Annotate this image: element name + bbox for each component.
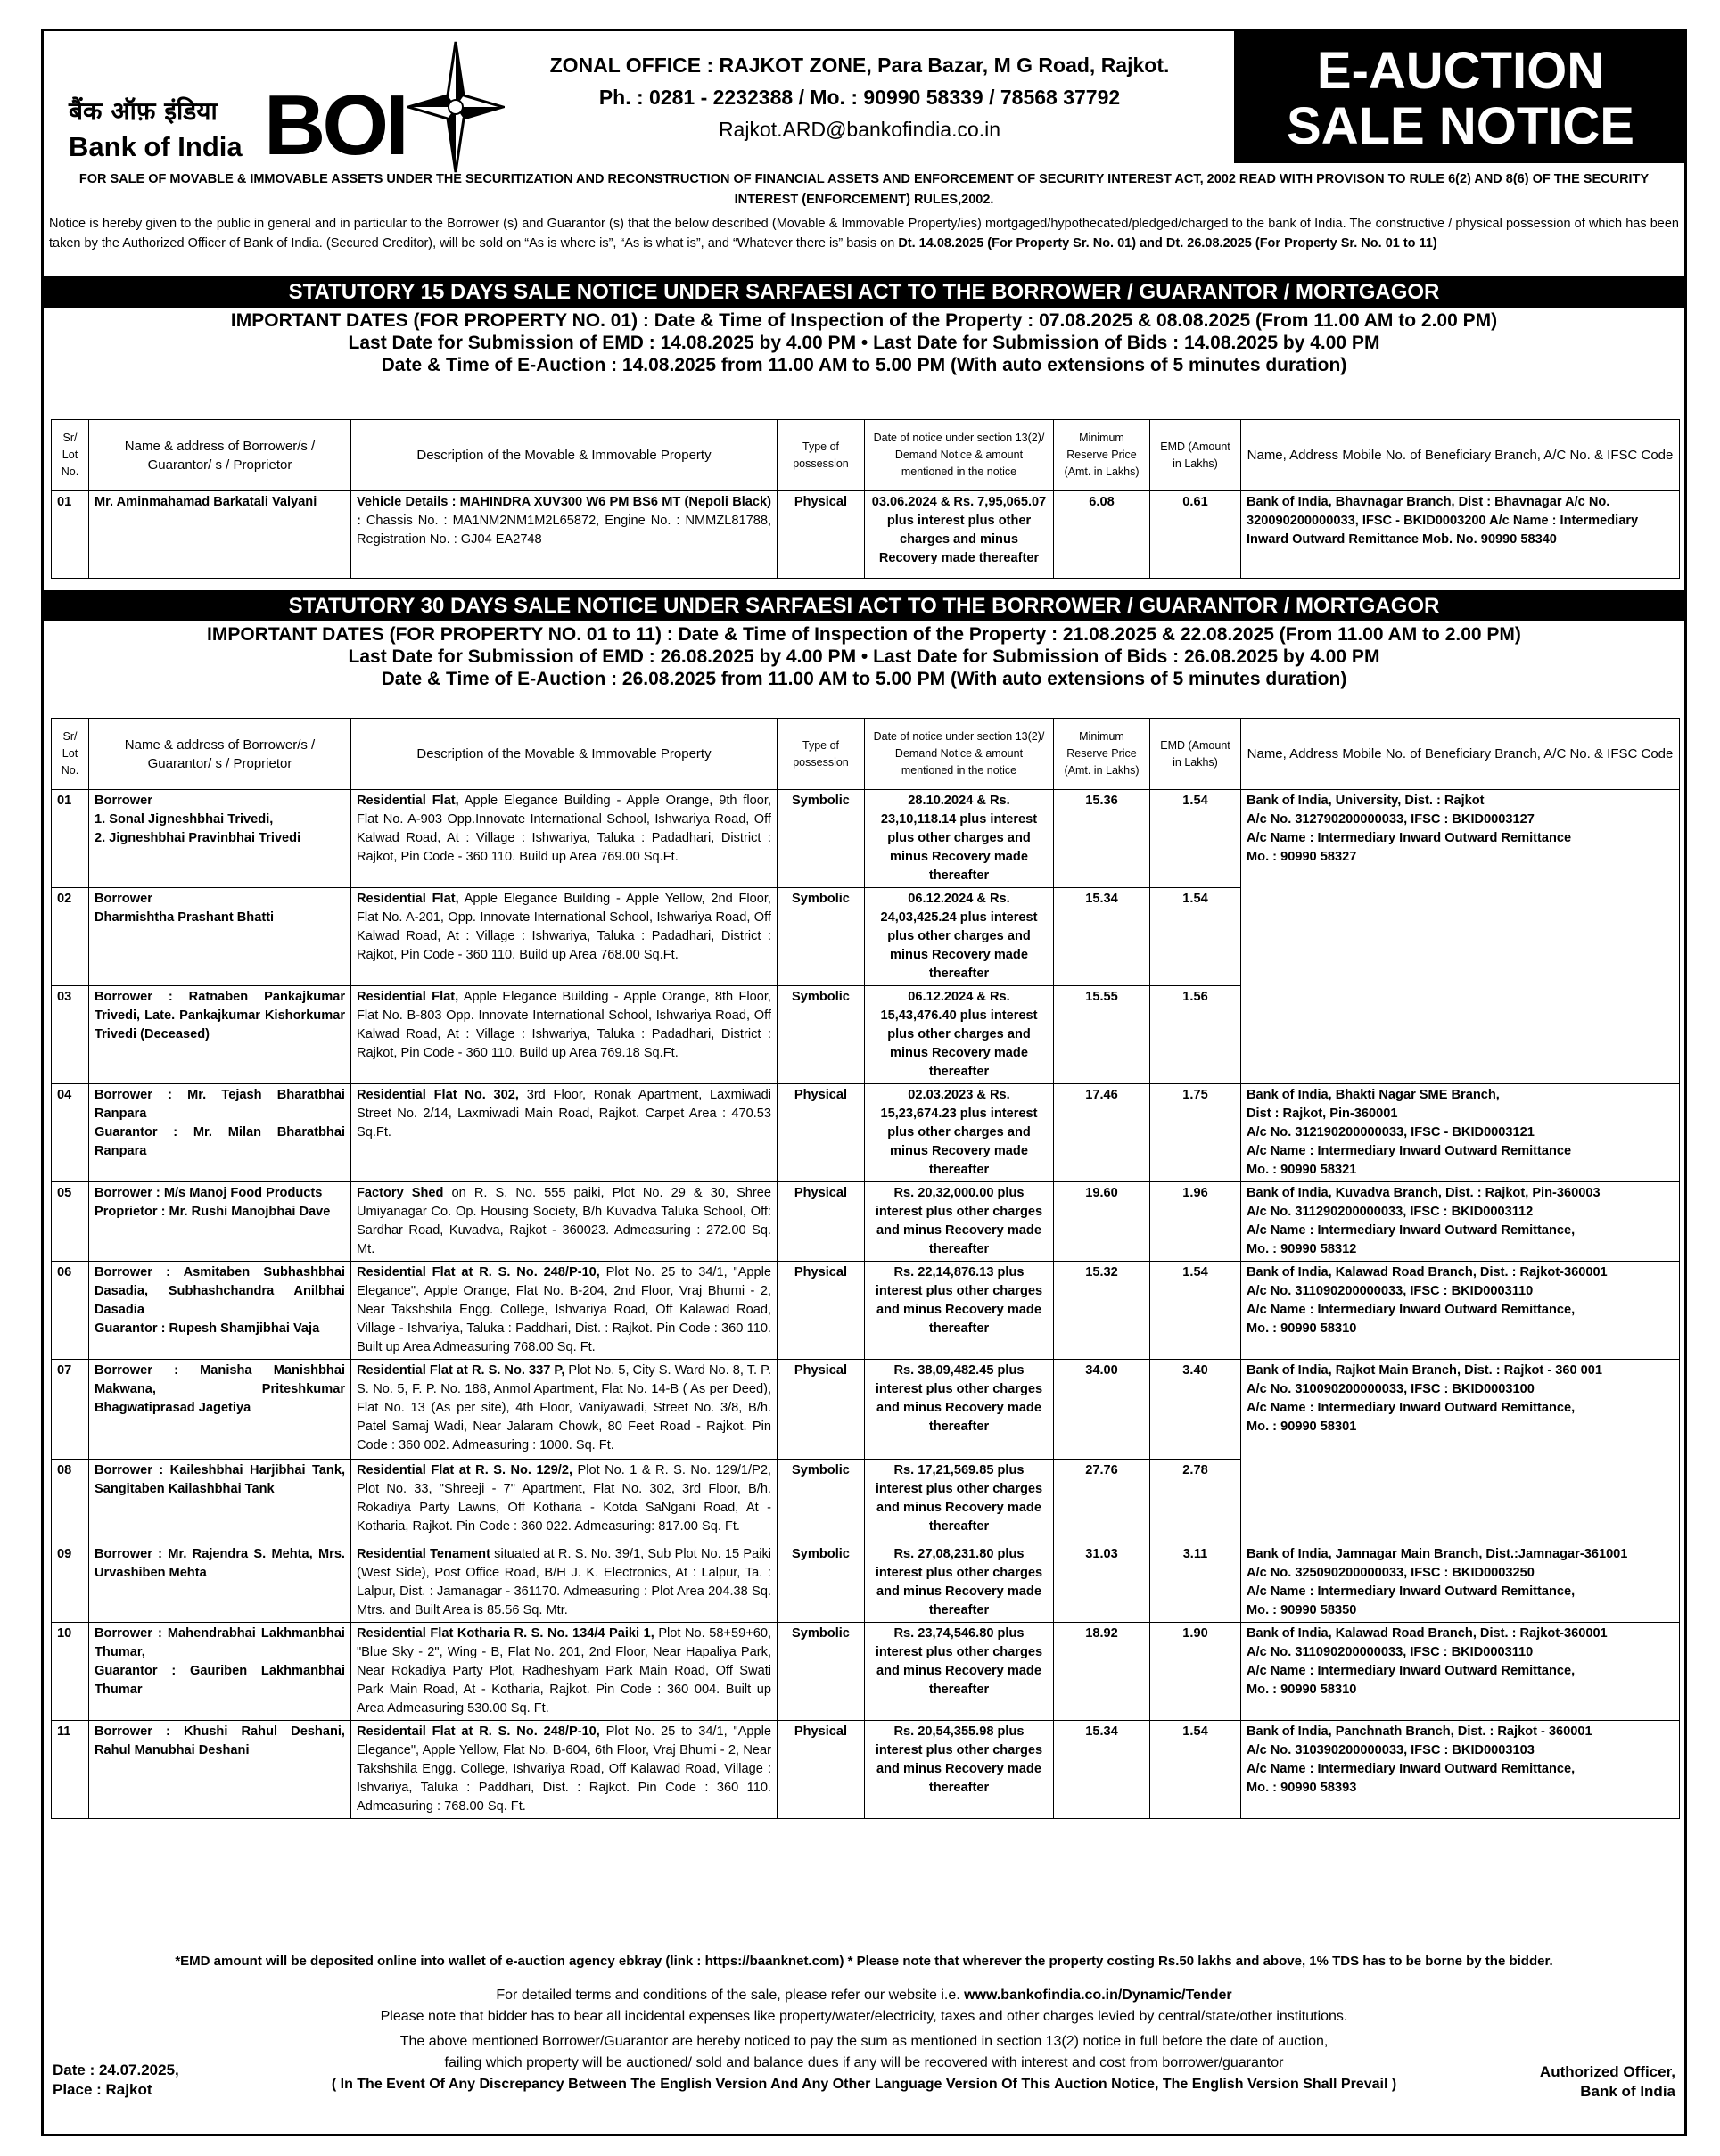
row-branch: Bank of India, Panchnath Branch, Dist. : Rajkot - 360001 A/c No. 310390200000033, IFSC : BKID0003103 A/c Name : Intermediary Inward Outward Remittance, Mo. : 90990 58393: [1241, 1721, 1680, 1819]
row-sr: 11: [52, 1721, 89, 1819]
col-name: Name & address of Borrower/s / Guarantor/ s / Proprietor: [89, 420, 351, 491]
row-desc: [351, 986, 778, 1084]
bank-english-name: Bank of India: [69, 131, 243, 162]
row-notice: Rs. 23,74,546.80 plus interest plus other charges and minus Recovery made thereafter: [865, 1623, 1054, 1721]
section2-table: [51, 718, 1680, 1819]
col-possession: Type of possession: [778, 420, 865, 491]
row-name: Borrower : Kaileshbhai Harjibhai Tank, Sangitaben Kailashbhai Tank: [89, 1460, 351, 1543]
intro-dates: Dt. 14.08.2025 (For Property Sr. No. 01) and Dt. 26.08.2025 (For Property Sr. No. 01 to 11): [898, 236, 1437, 251]
row-branch: [1241, 1460, 1680, 1543]
section2-bar: STATUTORY 30 DAYS SALE NOTICE UNDER SARFAESI ACT TO THE BORROWER / GUARANTOR / MORTGAGOR: [44, 590, 1684, 621]
row-desc: [351, 1623, 778, 1721]
table-row: [52, 1460, 1680, 1543]
row-possession: Physical: [778, 491, 865, 579]
row-desc-text: Apple Elegance Building - Apple Orange, 9th floor, Flat No. A-903 Opp.Innovate International School, Ishwariya Road, Off Kalwad Road, At : Village : Ishwariya, Taluka : Padadhari, District : Rajkot, Pin Code - 360 110. Build up Area 769.00 Sq.Ft.: [357, 794, 771, 864]
row-notice: Rs. 20,54,355.98 plus interest plus other charges and minus Recovery made thereafter: [865, 1721, 1054, 1819]
row-notice: 28.10.2024 & Rs. 23,10,118.14 plus interest plus other charges and minus Recovery made thereafter: [865, 790, 1054, 888]
row-name: Borrower : Ratnaben Pankajkumar Trivedi, Late. Pankajkumar Kishorkumar Trivedi (Deceased): [89, 986, 351, 1084]
row-branch: Bank of India, Kuvadva Branch, Dist. : Rajkot, Pin-360003 A/c No. 311290200000033, IFSC : BKID0003112 A/c Name : Intermediary Inward Outward Remittance, Mo. : 90990 58312: [1241, 1182, 1680, 1262]
row-desc: [351, 1721, 778, 1819]
row-name: Borrower : M/s Manoj Food Products Proprietor : Mr. Rushi Manojbhai Dave: [89, 1182, 351, 1262]
row-desc-text: Apple Elegance Building - Apple Yellow, 2nd Floor, Flat No. A-201, Opp. Innovate International School, Ishwariya Road, Off Kalwad Road, At : Village : Ishwariya, Taluka : Padadhari, District : Rajkot, Pin Code - 360 110. Build up Area 768.00 Sq.Ft.: [357, 892, 771, 962]
col-name: Name & address of Borrower/s / Guarantor/ s / Proprietor: [89, 719, 351, 790]
row-sr: 04: [52, 1084, 89, 1182]
table-header-row: [52, 719, 1680, 790]
row-reserve: 19.60: [1054, 1182, 1150, 1262]
col-sr: Sr/ Lot No.: [52, 420, 89, 491]
row-possession: Symbolic: [778, 790, 865, 888]
row-desc: [351, 1543, 778, 1623]
emd-note: *EMD amount will be deposited online into wallet of e-auction agency ebkray (link : https://baanknet.com) * Please note that wherever the property costing Rs.50 lakhs and above, 1% TDS has to be borne by the bidder.: [175, 1954, 1553, 1969]
section2-date-auction: Date & Time of E-Auction : 26.08.2025 from 11.00 AM to 5.00 PM (With auto extensions of 5 minutes duration): [381, 669, 1347, 689]
row-desc-heading: Factory Shed: [357, 1186, 444, 1200]
expenses-line: Please note that bidder has to bear all incidental expenses like property/water/electricity, taxes and other charges levied by central/state/other institutions.: [380, 2009, 1348, 2024]
bank-logo: [54, 40, 406, 187]
table-row: [52, 1721, 1680, 1819]
notice-title-box: [1234, 31, 1687, 163]
col-sr: Sr/ Lot No.: [52, 719, 89, 790]
row-branch: [1241, 888, 1680, 986]
row-name: Borrower : Khushi Rahul Deshani, Rahul Manubhai Deshani: [89, 1721, 351, 1819]
row-emd: 3.11: [1150, 1543, 1241, 1623]
row-reserve: 31.03: [1054, 1543, 1150, 1623]
intro-paragraph: [44, 214, 1684, 253]
row-desc-text: Chassis No. : MA1NM2NM1M2L65872, Engine No. : NMMZL81788, Registration No. : GJ04 EA2748: [357, 514, 771, 547]
row-desc: [351, 1182, 778, 1262]
row-name: Borrower Dharmishtha Prashant Bhatti: [89, 888, 351, 986]
row-desc: [351, 1360, 778, 1460]
authorized-officer: [1540, 2062, 1675, 2102]
officer-title: Authorized Officer,: [1539, 2063, 1675, 2080]
row-possession: Symbolic: [778, 1460, 865, 1543]
row-desc-text: Plot No. 25 to 34/1, "Apple Elegance", Apple Yellow, Flat No. B-604, 6th Floor, Vraj Bhumi - 2, Near Takshshila Engg. College, Ishvariya Road, Off Kalawad Road, Village : Ishvariya, Taluka : Paddhari, Dist. : Rajkot. Pin Code : 360 110. Admeasuring : 768.00 Sq. Ft.: [357, 1724, 771, 1814]
section1-date-emd: Last Date for Submission of EMD : 14.08.2025 by 4.00 PM • Last Date for Submission of Bids : 14.08.2025 by 4.00 PM: [348, 333, 1380, 353]
zonal-office-block: [490, 49, 1230, 145]
row-name: Borrower : Mr. Tejash Bharatbhai Ranpara Guarantor : Mr. Milan Bharatbhai Ranpara: [89, 1084, 351, 1182]
section1-date-auction: Date & Time of E-Auction : 14.08.2025 from 11.00 AM to 5.00 PM (With auto extensions of 5 minutes duration): [381, 355, 1347, 375]
col-emd: EMD (Amount in Lakhs): [1150, 420, 1241, 491]
row-desc-text: 3rd Floor, Ronak Apartment, Laxmiwadi Street No. 2/14, Laxmiwadi Main Road, Rajkot. Carpet Area : 470.53 Sq.Ft.: [357, 1088, 771, 1140]
notice-date: Date : 24.07.2025,: [53, 2061, 179, 2078]
boi-logo-text: BOI: [264, 78, 406, 173]
notice-frame: [41, 29, 1687, 2136]
col-desc: Description of the Movable & Immovable Property: [351, 420, 778, 491]
row-desc: [351, 491, 778, 579]
row-reserve: 15.32: [1054, 1262, 1150, 1360]
section1-dates: [44, 309, 1684, 376]
discrepancy-line: ( In The Event Of Any Discrepancy Between The English Version And Any Other Language Version Of This Auction Notice, The English Version Shall Prevail ): [331, 2077, 1397, 2092]
row-desc-text: Plot No. 25 to 34/1, "Apple Elegance", Apple Orange, Flat No. B-204, 2nd Floor, Vraj Bhumi - 2, Near Takshshila Engg. College, Ishvariya Road, Off Kalawad Road, Village - Ishvariya, Taluka : Paddhari, Dist. : Rajkot. Pin Code : 360 110. Built up Area Admeasuring 768.00 Sq. Ft.: [357, 1265, 771, 1354]
row-reserve: 15.34: [1054, 1721, 1150, 1819]
row-desc-text: Plot No. 5, City S. Ward No. 8, T. P. S. No. 5, F. P. No. 188, Anmol Apartment, Flat No. 14-B ( As per Deed), Flat No. 13 (As per site), 4th Floor, Vaniyawadi, Street No. 3/8, B/h. Patel Samaj Wadi, Near Jalaram Chowk, 80 Feet Road - Rajkot. Pin Code : 360 002. Admeasuring : 1000. Sq. Ft.: [357, 1363, 772, 1452]
row-desc-heading: Residential Flat at R. S. No. 248/P-10,: [357, 1265, 600, 1280]
row-desc-text: situated at R. S. No. 39/1, Sub Plot No. 15 Paiki (West Side), Post Office Road, B/H J. K. Electronics, At : Lalpur, Ta. : Lalpur, Dist. : Jamanagar - 361170. Admeasuring : Plot Area 204.38 Sq. Mtrs. and Built Area is 85.56 Sq. Mtr.: [357, 1547, 771, 1617]
row-desc-heading: Residential Flat No. 302,: [357, 1088, 519, 1102]
section1-bar: STATUTORY 15 DAYS SALE NOTICE UNDER SARFAESI ACT TO THE BORROWER / GUARANTOR / MORTGAGOR: [44, 276, 1684, 308]
row-name: Borrower : Manisha Manishbhai Makwana, Priteshkumar Bhagwatiprasad Jagetiya: [89, 1360, 351, 1460]
row-emd: 1.54: [1150, 1721, 1241, 1819]
row-reserve: 15.36: [1054, 790, 1150, 888]
col-branch: Name, Address Mobile No. of Beneficiary Branch, A/C No. & IFSC Code: [1241, 719, 1680, 790]
row-sr: 09: [52, 1543, 89, 1623]
notice-line2: failing which property will be auctioned/ sold and balance dues if any will be recovered with interest and cost from borrower/guarantor: [444, 2055, 1284, 2070]
bank-hindi-name: बैंक ऑफ़ इंडिया: [69, 96, 218, 126]
row-possession: Symbolic: [778, 888, 865, 986]
row-reserve: 27.76: [1054, 1460, 1150, 1543]
row-notice: Rs. 27,08,231.80 plus interest plus other charges and minus Recovery made thereafter: [865, 1543, 1054, 1623]
row-notice: Rs. 38,09,482.45 plus interest plus other charges and minus Recovery made thereafter: [865, 1360, 1054, 1460]
row-desc-heading: Vehicle Details : MAHINDRA XUV300 W6 PM BS6 MT (Nepoli Black) :: [357, 495, 771, 528]
row-notice: 06.12.2024 & Rs. 15,43,476.40 plus interest plus other charges and minus Recovery made thereafter: [865, 986, 1054, 1084]
row-emd: 1.75: [1150, 1084, 1241, 1182]
terms-line: [44, 1986, 1684, 2005]
row-branch: Bank of India, Jamnagar Main Branch, Dist.:Jamnagar-361001 A/c No. 325090200000033, IFSC : BKID0003250 A/c Name : Intermediary Inward Outward Remittance, Mo. : 90990 58350: [1241, 1543, 1680, 1623]
row-name: Mr. Aminmahamad Barkatali Valyani: [89, 491, 351, 579]
row-name: Borrower 1. Sonal Jigneshbhai Trivedi, 2. Jigneshbhai Pravinbhai Trivedi: [89, 790, 351, 888]
row-possession: Physical: [778, 1262, 865, 1360]
row-branch: Bank of India, Rajkot Main Branch, Dist. : Rajkot - 360 001 A/c No. 310090200000033, IFSC : BKID0003100 A/c Name : Intermediary Inward Outward Remittance, Mo. : 90990 58301: [1241, 1360, 1680, 1460]
row-desc-heading: Residential Flat,: [357, 892, 459, 906]
table-row: [52, 1084, 1680, 1182]
row-desc-heading: Residential Flat,: [357, 794, 459, 808]
table-row: [52, 1360, 1680, 1460]
section2-date-inspection: IMPORTANT DATES (FOR PROPERTY NO. 01 to 11) : Date & Time of Inspection of the Property : 21.08.2025 & 22.08.2025 (From 11.00 AM to 2.00 PM): [207, 624, 1521, 645]
row-desc-heading: Residential Flat at R. S. No. 129/2,: [357, 1463, 573, 1477]
row-desc: [351, 888, 778, 986]
row-desc: [351, 790, 778, 888]
row-possession: Physical: [778, 1721, 865, 1819]
row-desc: [351, 1262, 778, 1360]
row-branch: [1241, 986, 1680, 1084]
section2-date-emd: Last Date for Submission of EMD : 26.08.2025 by 4.00 PM • Last Date for Submission of Bids : 26.08.2025 by 4.00 PM: [348, 646, 1380, 667]
table-row: [52, 1623, 1680, 1721]
row-notice: Rs. 17,21,569.85 plus interest plus other charges and minus Recovery made thereafter: [865, 1460, 1054, 1543]
officer-bank: Bank of India: [1580, 2083, 1675, 2100]
table-row: [52, 790, 1680, 888]
row-branch: Bank of India, Kalawad Road Branch, Dist. : Rajkot-360001 A/c No. 311090200000033, IFSC : BKID0003110 A/c Name : Intermediary Inward Outward Remittance, Mo. : 90990 58310: [1241, 1262, 1680, 1360]
row-desc: [351, 1084, 778, 1182]
row-reserve: 17.46: [1054, 1084, 1150, 1182]
table-row: [52, 1543, 1680, 1623]
table-row: [52, 888, 1680, 986]
col-emd: EMD (Amount in Lakhs): [1150, 719, 1241, 790]
intro-text: Notice is hereby given to the public in general and in particular to the Borrower (s) and Guarantor (s) that the below described (Movable & Immovable Property/ies) mortgaged/hypothecated/pledged/charged to the bank of India. The constructive / physical possession of which has been taken by the Authorized Officer of Bank of India. (Secured Creditor), will be sold on “As is where is”, “As is what is”, and “Whatever there is” basis on: [49, 217, 1679, 251]
row-sr: 02: [52, 888, 89, 986]
table-row: [52, 1182, 1680, 1262]
row-notice: 02.03.2023 & Rs. 15,23,674.23 plus interest plus other charges and minus Recovery made thereafter: [865, 1084, 1054, 1182]
zonal-office-address: ZONAL OFFICE : RAJKOT ZONE, Para Bazar, M G Road, Rajkot.: [549, 53, 1170, 77]
row-notice: 03.06.2024 & Rs. 7,95,065.07 plus interest plus other charges and minus Recovery made thereafter: [865, 491, 1054, 579]
terms-link[interactable]: www.bankofindia.co.in/Dynamic/Tender: [964, 1987, 1232, 2003]
row-sr: 01: [52, 491, 89, 579]
row-name: Borrower : Mr. Rajendra S. Mehta, Mrs. Urvashiben Mehta: [89, 1543, 351, 1623]
row-emd: 1.54: [1150, 1262, 1241, 1360]
row-possession: Symbolic: [778, 986, 865, 1084]
row-desc-heading: Residential Flat,: [357, 990, 459, 1004]
row-possession: Physical: [778, 1182, 865, 1262]
row-desc-heading: Residential Flat Kotharia R. S. No. 134/4 Paiki 1,: [357, 1626, 654, 1641]
notice-title-line2: SALE NOTICE: [1287, 97, 1634, 155]
row-desc-heading: Residential Tenament: [357, 1547, 490, 1561]
zonal-office-email: Rajkot.ARD@bankofindia.co.in: [718, 118, 1001, 141]
act-reference: FOR SALE OF MOVABLE & IMMOVABLE ASSETS UNDER THE SECURITIZATION AND RECONSTRUCTION OF FINANCIAL ASSETS AND ENFORCEMENT OF SECURITY INTEREST ACT, 2002 READ WITH PROVISON TO RULE 6(2) AND 8(6) OF THE SECURITY INTEREST (ENFORCEMENT) RULES,2002.: [78, 172, 1650, 207]
row-desc-heading: Residential Flat at R. S. No. 337 P,: [357, 1363, 565, 1378]
row-name: Borrower : Asmitaben Subhashbhai Dasadia, Subhashchandra Anilbhai Dasadia Guarantor : Rupesh Shamjibhai Vaja: [89, 1262, 351, 1360]
row-reserve: 15.34: [1054, 888, 1150, 986]
row-sr: 08: [52, 1460, 89, 1543]
row-possession: Physical: [778, 1360, 865, 1460]
row-emd: 1.96: [1150, 1182, 1241, 1262]
row-desc-text: Plot No. 1 & R. S. No. 129/1/P2, Plot No. 33, "Shreeji - 7" Apartment, Flat No. 302, 3rd Floor, B/h. Rokadiya Party Lawns, Off Kotharia - Kotda SaNgani Road, At - Kotharia, Rajkot. Pin Code : 360 022. Admeasuring: 817.00 Sq. Ft.: [357, 1463, 771, 1534]
row-desc-text: on R. S. No. 555 paiki, Plot No. 29 & 30, Shree Umiyanagar Co. Op. Housing Society, B/h Kuvadva Taluka School, Off: Sardhar Road, Kuvadva, Rajkot - 360023. Admeasuring : 272.00 Sq. Mt.: [357, 1186, 772, 1256]
notice-place: Place : Rajkot: [53, 2081, 152, 2098]
col-possession: Type of possession: [778, 719, 865, 790]
row-branch: Bank of India, Bhakti Nagar SME Branch, Dist : Rajkot, Pin-360001 A/c No. 312190200000033, IFSC - BKID0003121 A/c Name : Intermediary Inward Outward Remittance Mo. : 90990 58321: [1241, 1084, 1680, 1182]
row-reserve: 6.08: [1054, 491, 1150, 579]
row-possession: Symbolic: [778, 1543, 865, 1623]
row-name: Borrower : Mahendrabhai Lakhmanbhai Thumar, Guarantor : Gauriben Lakhmanbhai Thumar: [89, 1623, 351, 1721]
row-emd: 1.56: [1150, 986, 1241, 1084]
row-desc: [351, 1460, 778, 1543]
notice-line1: The above mentioned Borrower/Guarantor are hereby noticed to pay the sum as mentioned in section 13(2) notice in full before the date of auction,: [399, 2034, 1329, 2049]
col-desc: Description of the Movable & Immovable Property: [351, 719, 778, 790]
row-sr: 06: [52, 1262, 89, 1360]
col-branch: Name, Address Mobile No. of Beneficiary Branch, A/C No. & IFSC Code: [1241, 420, 1680, 491]
row-possession: Symbolic: [778, 1623, 865, 1721]
row-sr: 01: [52, 790, 89, 888]
row-emd: 1.54: [1150, 790, 1241, 888]
row-desc-heading: Residentail Flat at R. S. No. 248/P-10,: [357, 1724, 600, 1739]
row-notice: Rs. 22,14,876.13 plus interest plus other charges and minus Recovery made thereafter: [865, 1262, 1054, 1360]
row-desc-text: Plot No. 58+59+60, "Blue Sky - 2", Wing - B, Flat No. 201, 2nd Floor, Near Hapaliya Park, Near Rokadiya Party Plot, Radheshyam Park Main Road, Off Swati Park Main Road, At - Kotharia, Rajkot. Pin Code : 360 004. Built up Area Admeasuring 530.00 Sq. Ft.: [357, 1626, 772, 1716]
row-branch: Bank of India, Kalawad Road Branch, Dist. : Rajkot-360001 A/c No. 311090200000033, IFSC : BKID0003110 A/c Name : Intermediary Inward Outward Remittance, Mo. : 90990 58310: [1241, 1623, 1680, 1721]
row-sr: 05: [52, 1182, 89, 1262]
row-notice: Rs. 20,32,000.00 plus interest plus other charges and minus Recovery made thereafter: [865, 1182, 1054, 1262]
row-desc-text: Apple Elegance Building - Apple Orange, 8th Floor, Flat No. B-803 Opp. Innovate International School, Ishwariya Road, Off Kalwad Road, At : Village : Ishwariya, Taluka : Padadhari, District : Rajkot, Pin Code - 360 110. Build up Area 769.18 Sq.Ft.: [357, 990, 771, 1060]
row-emd: 1.90: [1150, 1623, 1241, 1721]
row-emd: 2.78: [1150, 1460, 1241, 1543]
table-header-row: [52, 420, 1680, 491]
row-reserve: 34.00: [1054, 1360, 1150, 1460]
section1-date-inspection: IMPORTANT DATES (FOR PROPERTY NO. 01) : Date & Time of Inspection of the Property : 07.08.2025 & 08.08.2025 (From 11.00 AM to 2.00 PM): [230, 310, 1498, 331]
row-emd: 3.40: [1150, 1360, 1241, 1460]
col-notice: Date of notice under section 13(2)/ Demand Notice & amount mentioned in the notice: [865, 719, 1054, 790]
notice-title-line1: E-AUCTION: [1316, 42, 1605, 100]
row-sr: 07: [52, 1360, 89, 1460]
col-reserve: Minimum Reserve Price (Amt. in Lakhs): [1054, 420, 1150, 491]
table-row: [52, 986, 1680, 1084]
row-reserve: 15.55: [1054, 986, 1150, 1084]
row-notice: 06.12.2024 & Rs. 24,03,425.24 plus interest plus other charges and minus Recovery made thereafter: [865, 888, 1054, 986]
row-branch: Bank of India, Bhavnagar Branch, Dist : Bhavnagar A/c No. 320090200000033, IFSC - BKID0003200 A/c Name : Intermediary Inward Outward Remittance Mob. No. 90990 58340: [1241, 491, 1680, 579]
terms-text: For detailed terms and conditions of the sale, please refer our website i.e.: [496, 1987, 965, 2003]
section2-dates: [44, 623, 1684, 690]
row-emd: 1.54: [1150, 888, 1241, 986]
row-sr: 10: [52, 1623, 89, 1721]
table-row: [52, 491, 1680, 579]
zonal-office-phone: Ph. : 0281 - 2232388 / Mo. : 90990 58339 / 78568 37792: [598, 86, 1121, 109]
date-place: [53, 2061, 179, 2100]
section1-table: [51, 419, 1680, 579]
col-notice: Date of notice under section 13(2)/ Demand Notice & amount mentioned in the notice: [865, 420, 1054, 491]
row-branch: Bank of India, University, Dist. : Rajkot A/c No. 312790200000033, IFSC : BKID0003127 A/c Name : Intermediary Inward Outward Remittance Mo. : 90990 58327: [1241, 790, 1680, 888]
col-reserve: Minimum Reserve Price (Amt. in Lakhs): [1054, 719, 1150, 790]
row-possession: Physical: [778, 1084, 865, 1182]
row-sr: 03: [52, 986, 89, 1084]
table-row: [52, 1262, 1680, 1360]
row-emd: 0.61: [1150, 491, 1241, 579]
row-reserve: 18.92: [1054, 1623, 1150, 1721]
